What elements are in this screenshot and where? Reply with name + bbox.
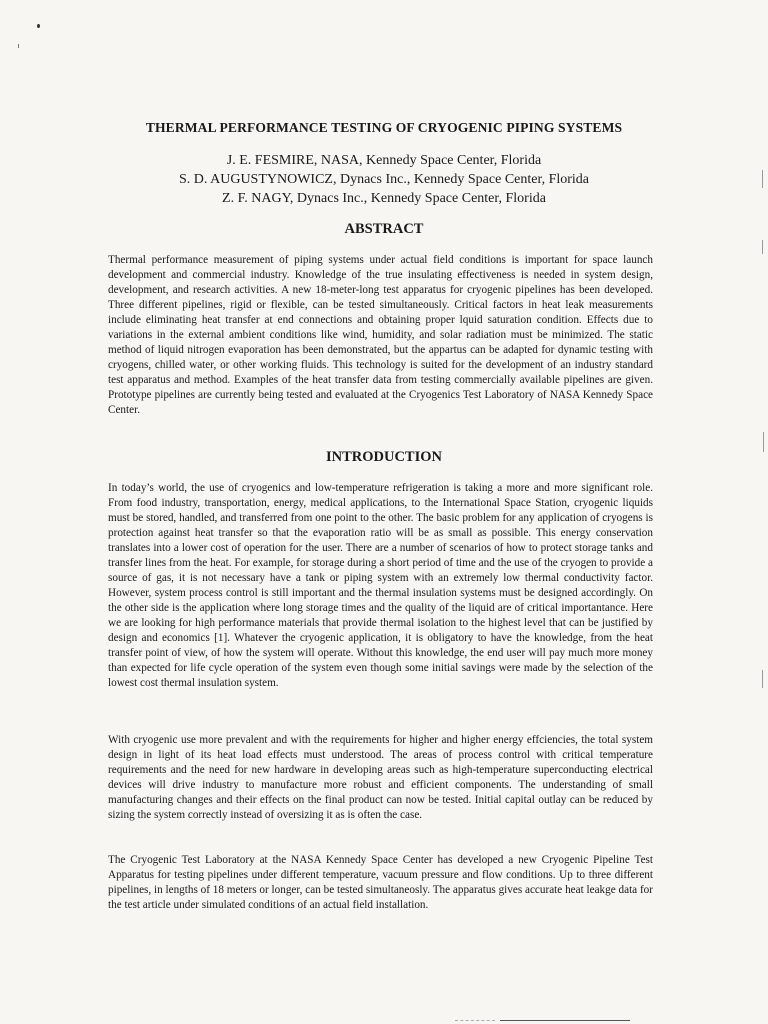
intro-paragraph: The Cryogenic Test Laboratory at the NASA Kennedy Space Center has developed a new Cryogenic Pipeline Test Apparatus for testing pipelines under different temperature, vacuum pressure and flow conditions. Up to three different pipelines, in lengths of 18 meters or longer, can be tested simultaneosly. The apparatus gives accurate heat leakge data for the test article under simulated conditions of an actual field installation. — [108, 854, 653, 911]
scan-speck — [37, 24, 40, 28]
author-line: J. E. FESMIRE, NASA, Kennedy Space Center, Florida — [226, 153, 542, 168]
author-line: Z. F. NAGY, Dynacs Inc., Kennedy Space Center, Florida — [222, 191, 546, 206]
intro-paragraph: With cryogenic use more prevalent and with the requirements for higher and higher energy effciencies, the total system design in light of its heat load effects must understood. The areas of process control with critical temperature requirements and the need for new hardware in developing areas such as high-temperature superconducting electrical devices will drive industry to manufacture more robust and efficient components. The understanding of small manufacturing changes and their effects on the final product can now be tested. Initial capital outlay can be reduced by sizing the system correctly instead of oversizing it as is often the case. — [108, 734, 653, 821]
scan-edge-mark — [762, 240, 763, 254]
introduction-heading: INTRODUCTION — [325, 449, 442, 465]
author-line: S. D. AUGUSTYNOWICZ, Dynacs Inc., Kennedy Space Center, Florida — [178, 172, 590, 187]
abstract-heading: ABSTRACT — [344, 221, 424, 237]
footnote-rule — [500, 1020, 630, 1021]
intro-paragraph: In today’s world, the use of cryogenics and low-temperature refrigeration is taking a more and more significant role. From food industry, transportation, energy, medical applications, to the International Space Station, cryogenic liquids must be stored, handled, and transferred from one point to the other. The basic problem for any application of cryogens is protection against heat transfer so that the evaporation ratio will be as small as possible. This energy conservation translates into a lower cost of operation for the user. There are a number of scenarios of how to protect storage tanks and transfer lines from the heat. For example, for storage during a short period of time and the use of the cryogen to provide a source of gas, it is not necessary have a tank or piping system with an extremely low thermal conductivity factor. However, system process control is still important and the thermal insulation systems must be designed accordingly. On the other side is the application where long storage times and the quality of the liquid are of critical importantance. Here we are looking for high performance materials that provide thermal isolation to the highest level that can be justified by design and economics [1]. Whatever the cryogenic application, it is obligatory to have the knowledge, from the heat transfer point of view, of how the system will operate. Without this knowledge, the end user will pay much more money than expected for life cycle operation of the system even though some initial savings were made by the selection of the lowest cost thermal insulation system. — [108, 482, 653, 689]
scan-edge-mark — [762, 670, 763, 688]
paper-title: THERMAL PERFORMANCE TESTING OF CRYOGENIC PIPING SYSTEMS — [145, 120, 623, 135]
abstract-text: Thermal performance measurement of piping systems under actual field conditions is important for space launch development and commercial industry. Knowledge of the true insulating effectiveness is needed in system design, development, and research activities. A new 18-meter-long test apparatus for cryogenic pipelines has been developed. Three different pipelines, rigid or flexible, can be tested simultaneously. Critical factors in heat leak measurements include eliminating heat transfer at end connections and obtaining proper lquid saturation condition. Effects due to variations in the external ambient conditions like wind, humidity, and solar radiation must be minimized. The static method of liquid nitrogen evaporation has been demonstrated, but the appartus can be adapted for dynamic testing with cryogens, chilled water, or other working fluids. This technology is suited for the development of an industry standard test apparatus and method. Examples of the heat transfer data from testing commercially available pipelines are given. Prototype pipelines are currently being tested and evaluated at the Cryogenics Test Laboratory of NASA Kennedy Space Center. — [108, 254, 653, 416]
author-list — [0, 151, 768, 208]
scan-speck — [18, 44, 19, 48]
footnote-rule-dashes — [455, 1020, 495, 1022]
